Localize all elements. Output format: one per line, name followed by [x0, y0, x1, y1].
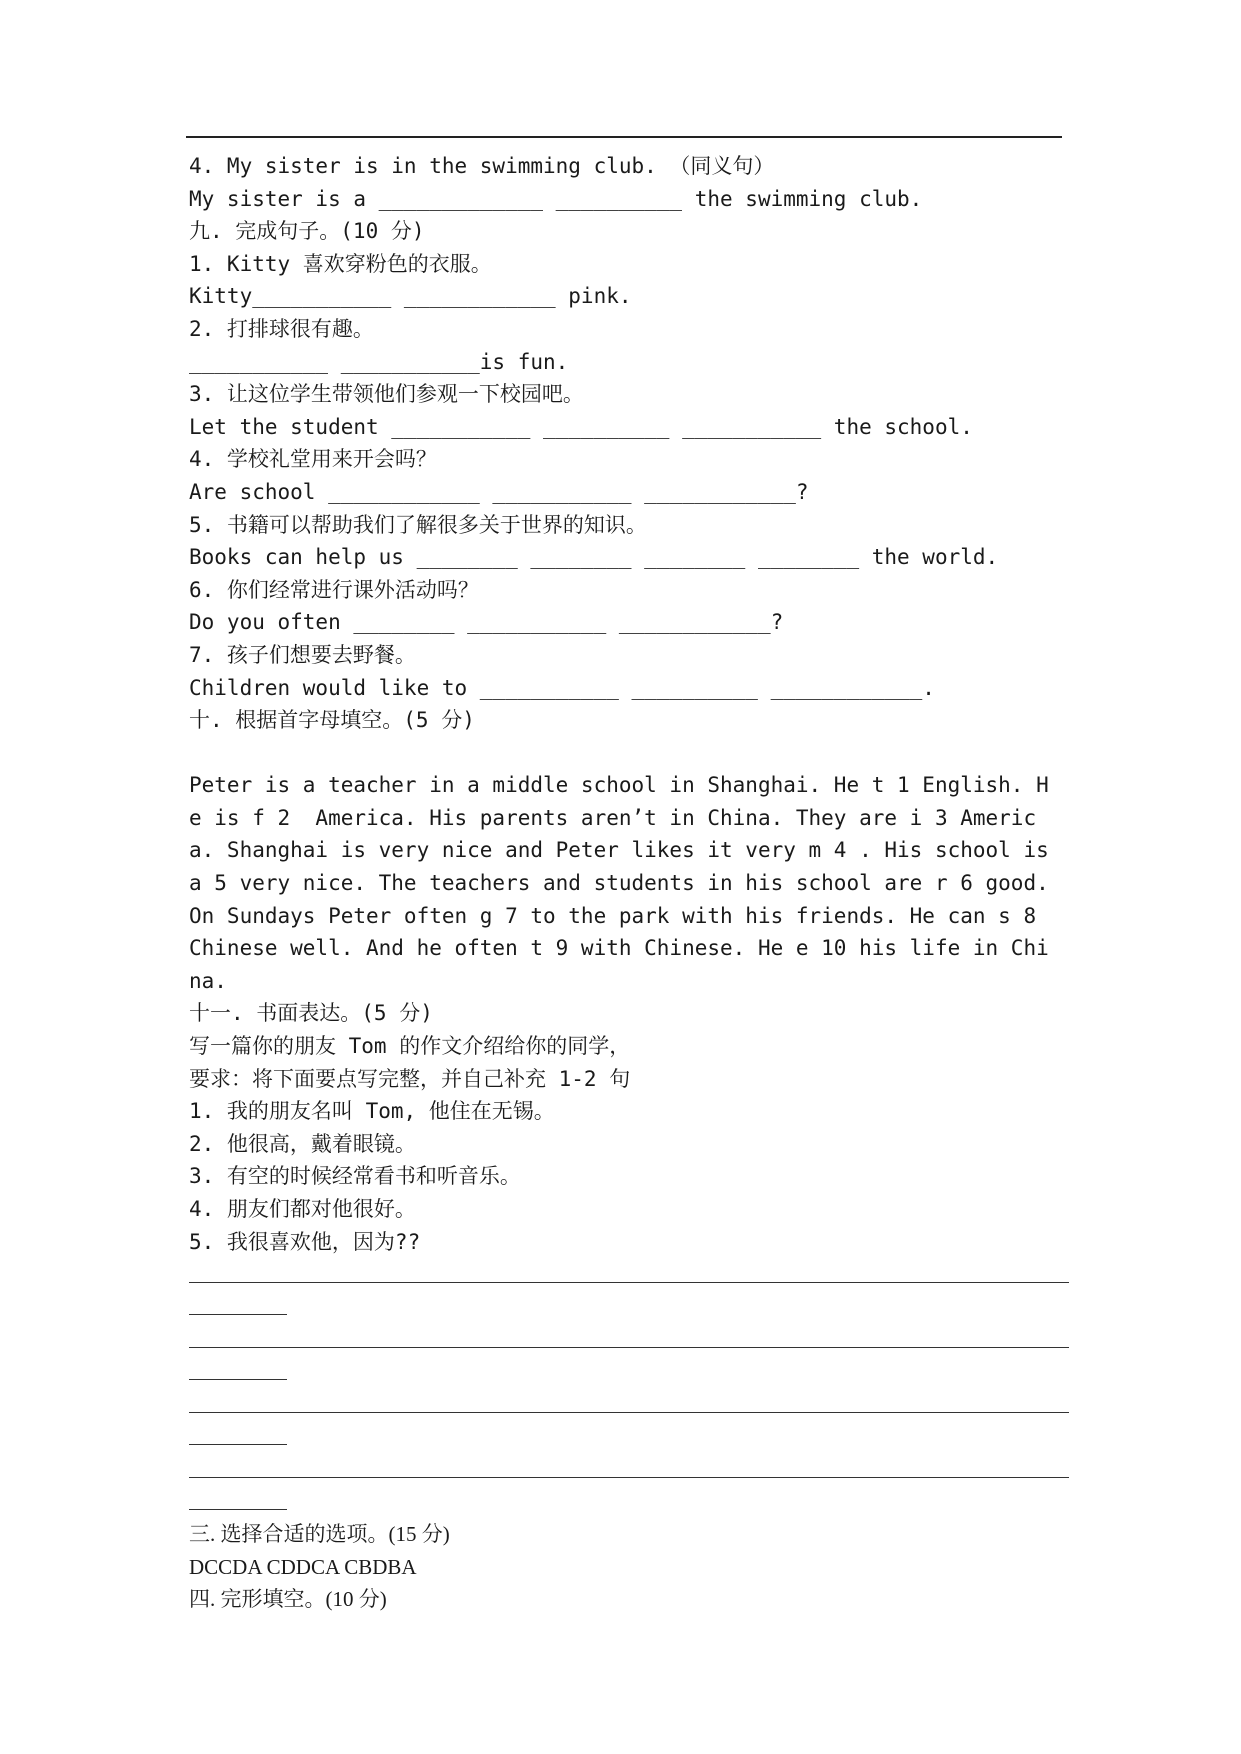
writing-point-4: 4. 朋友们都对他很好。 — [189, 1197, 416, 1221]
writing-task: 写一篇你的朋友 Tom 的作文介绍给你的同学， — [189, 1034, 631, 1059]
q5-blank: Books can help us ________ ________ ________ ________ the world. — [189, 545, 999, 570]
writing-line — [189, 1453, 1069, 1518]
section-10-heading: 十. 根据首字母填空。(5 分) — [189, 708, 475, 733]
q2-prompt: 2. 打排球很有趣。 — [189, 316, 374, 341]
blank-spacer — [189, 737, 1069, 770]
worksheet-body — [189, 150, 1069, 1616]
writing-point-3: 3. 有空的时候经常看书和听音乐。 — [189, 1164, 521, 1189]
writing-line — [189, 1258, 1069, 1323]
writing-point-2: 2. 他很高，戴着眼镜。 — [189, 1131, 416, 1156]
q7-blank: Children would like to ___________ __________ ____________. — [189, 675, 935, 700]
q4-prompt: 4. 学校礼堂用来开会吗？ — [189, 447, 437, 472]
q5-prompt: 5. 书籍可以帮助我们了解很多关于世界的知识。 — [189, 512, 647, 537]
q7-prompt: 7. 孩子们想要去野餐。 — [189, 642, 416, 667]
answer-section-3-heading: 三. 选择合适的选项。(15 分) — [189, 1522, 450, 1547]
writing-line — [189, 1323, 1069, 1388]
writing-requirement: 要求：将下面要点写完整，并自己补充 1-2 句 — [189, 1066, 631, 1091]
q3-blank: Let the student ___________ __________ ___________ the school. — [189, 414, 973, 439]
q2-blank: ___________ ___________is fun. — [189, 349, 569, 374]
q6-blank: Do you often ________ ___________ ____________? — [189, 610, 784, 635]
writing-point-1: 1. 我的朋友名叫 Tom, 他住在无锡。 — [189, 1099, 555, 1124]
section-9-heading: 九. 完成句子。(10 分) — [189, 219, 425, 244]
q1-prompt: 1. Kitty 喜欢穿粉色的衣服。 — [189, 251, 492, 276]
q6-prompt: 6. 你们经常进行课外活动吗？ — [189, 577, 479, 602]
answer-section-3-key: DCCDA CDDCA CBDBA — [189, 1554, 417, 1579]
q4-blank: Are school ____________ ___________ ____________? — [189, 479, 809, 504]
writing-point-5: 5. 我很喜欢他，因为?? — [189, 1229, 421, 1254]
q1-blank: Kitty___________ ____________ pink. — [189, 284, 632, 309]
answer-section-4-heading: 四. 完形填空。(10 分) — [189, 1587, 387, 1612]
line-synonym-q4: 4. My sister is in the swimming club. （同义句） — [189, 154, 775, 178]
line-synonym-q4-blank: My sister is a _____________ __________ the swimming club. — [189, 186, 923, 211]
header-rule — [186, 136, 1062, 138]
writing-line — [189, 1388, 1069, 1453]
q3-prompt: 3. 让这位学生带领他们参观一下校园吧。 — [189, 382, 584, 407]
section-11-heading: 十一. 书面表达。(5 分) — [189, 1001, 433, 1026]
cloze-passage: Peter is a teacher in a middle school in Shanghai. He t 1 English. He is f 2 America. His parents aren’t in China. They are i 3 America. Shanghai is very nice and Peter likes it very m 4 . His school is a 5 very nice. The teachers and students in his school are r 6 good. On Sundays Peter often g 7 to the park with his friends. He can s 8 Chinese well. And he often t 9 with Chinese. He e 10 his life in China. — [189, 773, 1062, 993]
